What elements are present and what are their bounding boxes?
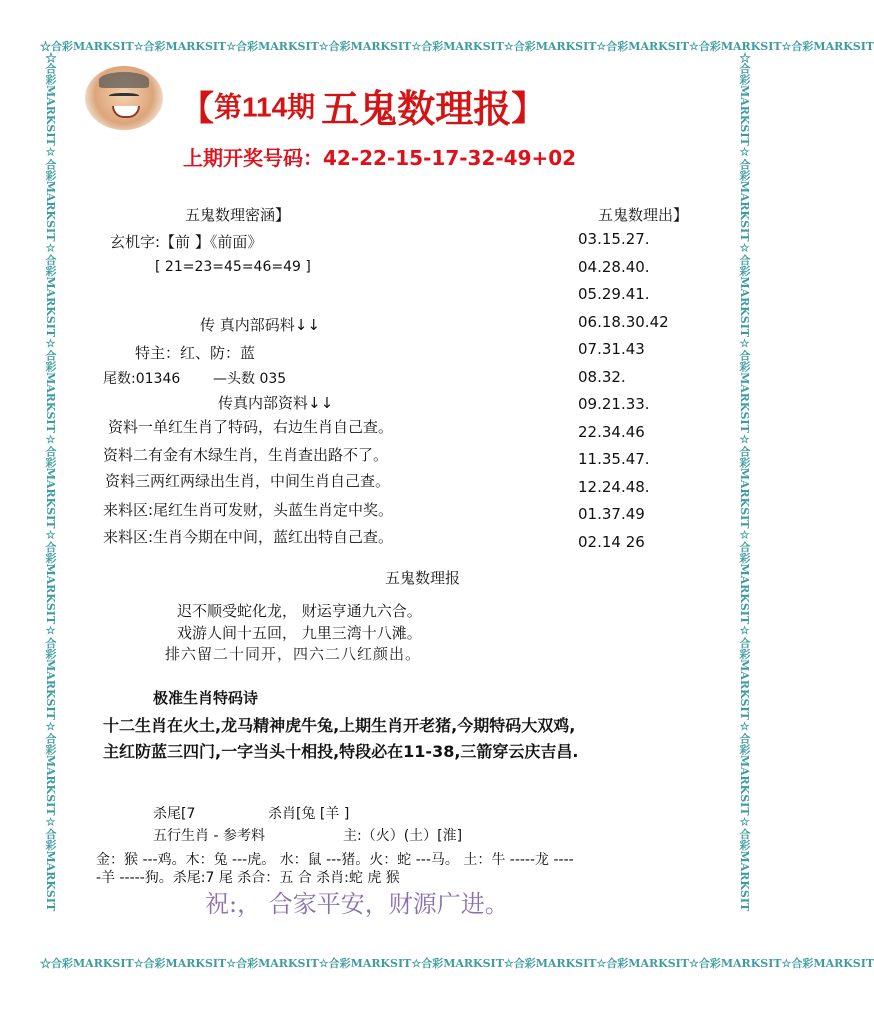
number-group: 02.14 26: [578, 532, 645, 551]
last-draw-numbers: 上期开奖号码：42-22-15-17-32-49+02: [183, 146, 577, 170]
fax-data-title: 传真内部资料↓↓: [218, 394, 334, 412]
avatar: [85, 66, 163, 130]
poem-line: 迟不顺受蛇化龙， 财运亨通九六合。: [177, 602, 422, 620]
border-top: ☆合彩MARKSIT☆合彩MARKSIT☆合彩MARKSIT☆合彩MARKSIT☆合彩MARKSIT☆合彩MARKSIT☆合彩MARKSIT☆合彩MARKSIT☆合彩MARKSIT: [40, 40, 874, 53]
avatar-eyes: [109, 93, 139, 100]
number-group: 04.28.40.: [578, 257, 650, 276]
number-group: 08.32.: [578, 367, 626, 386]
avatar-hair: [99, 72, 149, 88]
number-group: 07.31.43: [578, 340, 645, 358]
zodiac-poem-line: 十二生肖在火土,龙马精神虎牛兔,上期生肖开老猪,今期特码大双鸡,: [103, 716, 576, 735]
main-element: 主:（火）(土）[淮]: [343, 828, 463, 844]
avatar-mouth: [112, 106, 140, 118]
title-bracket-open: 【: [180, 89, 214, 129]
number-group: 12.24.48.: [578, 477, 650, 496]
border-right: ☆合彩MARKSIT☆合彩MARKSIT☆合彩MARKSIT☆合彩MARKSIT☆合彩MARKSIT☆合彩MARKSIT☆合彩MARKSIT☆合彩MARKSIT☆合彩MARKSIT: [738, 52, 751, 912]
title-bracket-close: 】: [511, 89, 546, 129]
poem-line: 戏游人间十五回， 九里三湾十八滩。: [177, 624, 422, 642]
elements-line: -羊 -----狗。杀尾:7 尾 杀合：五 合 杀肖:蛇 虎 猴: [96, 870, 400, 886]
number-group: 22.34.46: [578, 422, 645, 441]
numbers-title: 五鬼数理出】: [598, 206, 689, 224]
special-main: 特主：红、防：蓝: [135, 344, 256, 362]
numbers-list: [578, 226, 669, 556]
number-group: 05.29.41.: [578, 285, 650, 303]
blessing: 祝:， 合家平安，财源广进。: [205, 890, 509, 918]
poem-title: 五鬼数理报: [385, 569, 461, 587]
fax-code-title: 传 真内部码料↓↓: [200, 316, 320, 334]
tail-numbers: 尾数:01346: [103, 371, 181, 387]
elements-line: 金：猴 ---鸡。木：兔 ---虎。 水：鼠 ---猪。火：蛇 ---马。 土：牛 -----龙 ----: [96, 852, 574, 868]
head-numbers: —头数 035: [213, 371, 287, 387]
wuxing-title: 五行生肖 - 参考料: [153, 828, 265, 844]
number-group: 09.21.33.: [578, 395, 650, 413]
mystery-word: 玄机字:【前 】《前面》: [110, 233, 263, 251]
data-line: 来料区:尾红生肖可发财，头蓝生肖定中奖。: [103, 501, 394, 519]
page-title: [180, 78, 545, 133]
data-line: 资料二有金有木绿生肖，生肖查出路不了。: [103, 446, 389, 464]
zodiac-poem-title: 极准生肖特码诗: [153, 689, 259, 707]
number-group: 11.35.47.: [578, 450, 650, 468]
publication-name: 五鬼数理报: [321, 86, 512, 131]
number-group: 06.18.30.42: [578, 312, 669, 331]
data-line: 资料一单红生肖了特码，右边生肖自己查。: [108, 418, 394, 436]
number-group: 03.15.27.: [578, 230, 650, 248]
poem-line: 排六留二十同开，四六二八红颜出。: [165, 645, 422, 663]
number-group: 01.37.49: [578, 505, 645, 523]
secret-title: 五鬼数理密涵】: [185, 206, 291, 224]
kill-zodiac: 杀肖[兔 [羊 ]: [268, 806, 350, 822]
zodiac-poem-line: 主红防蓝三四门,一字当头十相投,特段必在11-38,三箭穿云庆吉昌.: [103, 742, 579, 761]
kill-tail: 杀尾[7: [153, 806, 196, 822]
data-line: 资料三两红两绿出生肖，中间生肖自己查。: [105, 472, 391, 490]
issue-number: 第114期: [214, 91, 316, 123]
equation: [ 21=23=45=46=49 ]: [155, 259, 311, 275]
border-left: ☆合彩MARKSIT☆合彩MARKSIT☆合彩MARKSIT☆合彩MARKSIT☆合彩MARKSIT☆合彩MARKSIT☆合彩MARKSIT☆合彩MARKSIT☆合彩MARKSIT: [44, 52, 57, 912]
data-line: 来料区:生肖今期在中间，蓝红出特自己查。: [103, 528, 394, 546]
border-bottom: ☆合彩MARKSIT☆合彩MARKSIT☆合彩MARKSIT☆合彩MARKSIT☆合彩MARKSIT☆合彩MARKSIT☆合彩MARKSIT☆合彩MARKSIT☆合彩MARKSIT: [40, 957, 874, 970]
